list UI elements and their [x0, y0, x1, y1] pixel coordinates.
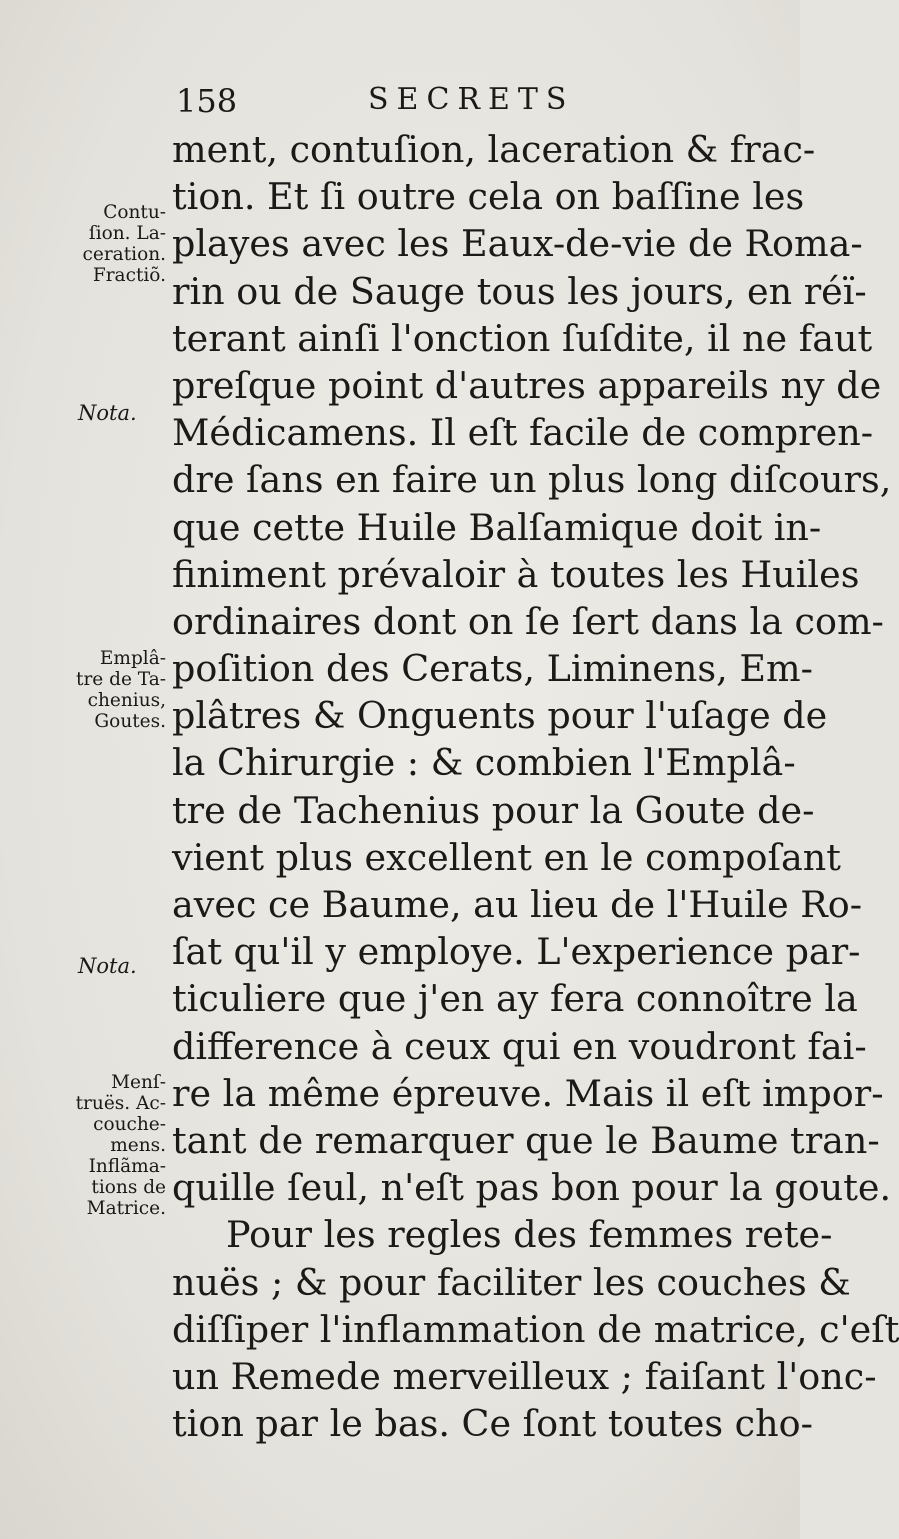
- margin-note-line: Matrice.: [86, 1198, 166, 1219]
- text-line: poſition des Cerats, Liminens, Em-: [172, 647, 813, 691]
- text-line: preſque point d'autres appareils ny de: [172, 363, 882, 407]
- margin-note-line: Contu-: [103, 202, 166, 223]
- margin-note-line: tions de: [91, 1177, 166, 1198]
- text-line: ticuliere que j'en ay fera connoître la: [172, 977, 858, 1021]
- body-text: [172, 126, 899, 1447]
- margin-note-line: mens.: [110, 1135, 166, 1156]
- margin-note-line: Inflãma-: [88, 1156, 166, 1177]
- text-line: la Chirurgie : & combien l'Emplâ-: [172, 741, 796, 785]
- margin-note-menstrues: [70, 1072, 166, 1219]
- text-line: terant ainſi l'onction ſuſdite, il ne faut: [172, 316, 873, 360]
- page-header: [172, 82, 772, 132]
- text-line: nuës ; & pour faciliter les couches &: [172, 1260, 851, 1304]
- paragraph-first-line: Pour les regles des femmes rete-: [226, 1213, 833, 1257]
- margin-note-line: chenius,: [87, 690, 166, 711]
- text-line: Médicamens. Il eſt facile de compren-: [172, 411, 874, 455]
- text-line: plâtres & Onguents pour l'uſage de: [172, 694, 828, 738]
- text-line: tion. Et ſi outre cela on baſſine les: [172, 175, 805, 219]
- text-line: ment, contuſion, laceration & frac-: [172, 128, 816, 171]
- margin-note-contusion: [70, 202, 166, 286]
- page-number: 158: [176, 82, 238, 120]
- text-line: finiment prévaloir à toutes les Huiles: [172, 552, 860, 596]
- text-line: tre de Tachenius pour la Goute de-: [172, 788, 815, 832]
- margin-note-line: tre de Ta-: [76, 669, 166, 690]
- margin-nota-2: Nota.: [78, 954, 137, 978]
- text-line: tion par le bas. Ce ſont toutes cho-: [172, 1402, 813, 1446]
- text-line: rin ou de Sauge tous les jours, en réï-: [172, 269, 867, 313]
- text-line: quille ſeul, n'eſt pas bon pour la goute.: [172, 1166, 892, 1210]
- text-line: re la même épreuve. Mais il eſt impor-: [172, 1071, 884, 1115]
- text-line: ordinaires dont on ſe ſert dans la com-: [172, 599, 884, 643]
- text-line: vient plus excellent en le compoſant: [172, 835, 841, 879]
- margin-note-line: ſion. La-: [88, 223, 166, 244]
- margin-note-line: ceration.: [82, 244, 166, 265]
- margin-nota-1: Nota.: [78, 401, 137, 425]
- text-line: un Remede merveilleux ; faiſant l'onc-: [172, 1354, 877, 1398]
- text-line: tant de remarquer que le Baume tran-: [172, 1118, 880, 1162]
- margin-note-emplatre: [70, 648, 166, 732]
- margin-note-line: Goutes.: [94, 711, 166, 732]
- margin-note-line: Emplâ-: [99, 648, 166, 669]
- margin-note-line: couche-: [93, 1114, 166, 1135]
- text-line: playes avec les Eaux-de-vie de Roma-: [172, 222, 863, 266]
- text-line: difference à ceux qui en voudront fai-: [172, 1024, 867, 1068]
- text-line: diſſiper l'inflammation de matrice, c'eſt: [172, 1307, 899, 1351]
- text-line: dre ſans en faire un plus long diſcours,: [172, 458, 892, 502]
- text-line: que cette Huile Balſamique doit in-: [172, 505, 822, 549]
- running-title: SECRETS: [368, 82, 575, 117]
- margin-note-line: Menſ-: [111, 1072, 166, 1093]
- margin-note-line: truës. Ac-: [75, 1093, 166, 1114]
- text-line: avec ce Baume, au lieu de l'Huile Ro-: [172, 883, 863, 926]
- text-line: ſat qu'il y employe. L'experience par-: [172, 930, 861, 974]
- margin-note-line: Fractiõ.: [92, 265, 166, 286]
